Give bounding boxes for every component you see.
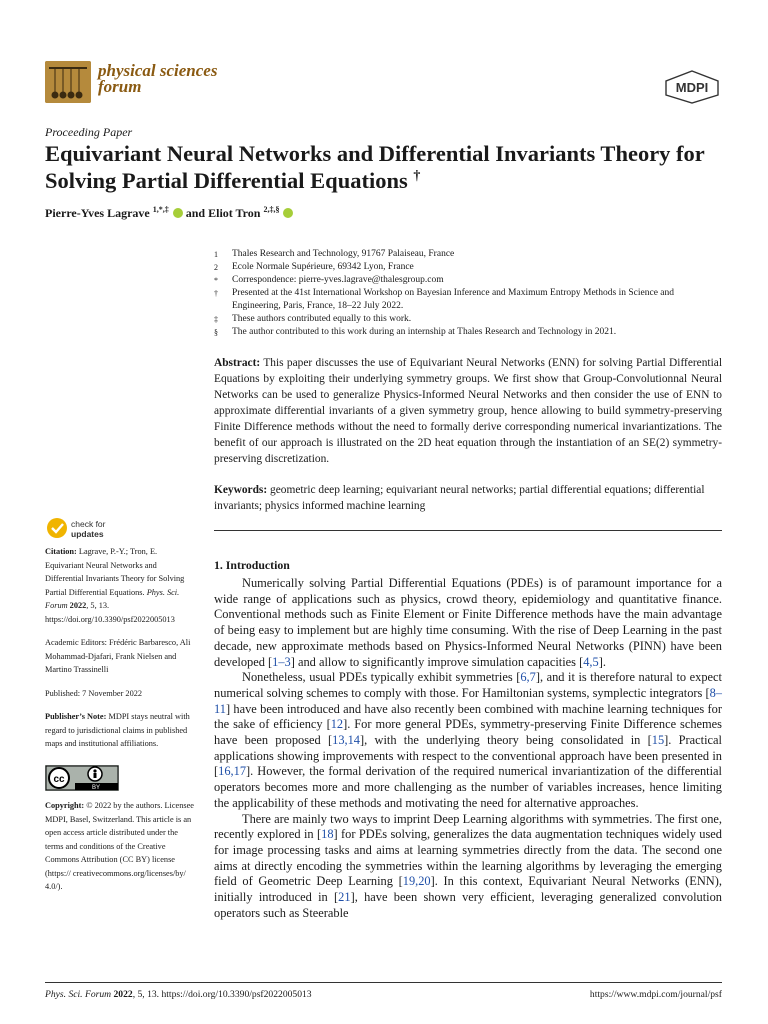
footer-url[interactable]: https://www.mdpi.com/journal/psf bbox=[589, 989, 722, 1000]
body-text-span: There are mainly two ways to imprint Deep Learning algorithms with symmetries. The first one, recently explored in [ bbox=[214, 811, 722, 842]
body-text-span: ]. However, the formal derivation of the required numerical invariantization of the differential operators becomes more and more challenging as the number of variables increases, hence limiting the applicability of these methods and motivating the need for alternative approaches. bbox=[214, 764, 722, 810]
body-paragraph bbox=[214, 670, 722, 811]
journal-name-line1: physical sciences bbox=[98, 61, 218, 80]
footer-divider bbox=[45, 982, 722, 983]
orcid-icon[interactable] bbox=[173, 208, 183, 218]
journal-logo bbox=[45, 61, 91, 103]
affiliation-row bbox=[214, 248, 724, 261]
publisher-note-label: Publisher’s Note: bbox=[45, 712, 107, 721]
citation-link[interactable]: 1–3 bbox=[272, 654, 291, 669]
author-list bbox=[45, 206, 293, 221]
publisher-note-text: MDPI stays neutral with regard to jurisdictional claims in published maps and institutional affiliations. bbox=[45, 712, 190, 748]
section-title: 1. Introduction bbox=[214, 558, 290, 572]
check-updates-line1: check for bbox=[71, 519, 106, 529]
affiliation-symbol: † bbox=[214, 289, 218, 298]
keywords-text: geometric deep learning; equivariant neural networks; partial differential equations; differential invariants; physics informed machine learning bbox=[214, 484, 705, 512]
citation-link[interactable]: 19,20 bbox=[402, 874, 431, 889]
divider bbox=[214, 530, 722, 531]
body-text-span: ]. In this context, Equivariant Neural Networks (ENN), initially introduced in [ bbox=[214, 874, 722, 905]
body-text-span: ], have been shown very efficient, leveraging generalized convolution operators such as Steerable bbox=[214, 890, 722, 920]
citation-link[interactable]: 16,17 bbox=[218, 764, 247, 779]
citation-label: Citation: bbox=[45, 547, 77, 556]
citation-rest[interactable]: , 5, 13. https://doi.org/10.3390/psf2022005013 bbox=[45, 601, 175, 624]
affiliation-text: Ecole Normale Supérieure, 69342 Lyon, France bbox=[232, 262, 414, 272]
title-footnote-mark: † bbox=[413, 168, 421, 184]
affiliation-row bbox=[214, 313, 724, 326]
body-text-span: ]. bbox=[598, 654, 606, 669]
citation-text: Lagrave, P.-Y.; Tron, E. Equivariant Neural Networks and Differential Invariants Theory for Solving Partial Differential Equations. bbox=[45, 547, 185, 597]
body-text-span: Nonetheless, usual PDEs typically exhibit symmetries [ bbox=[242, 670, 521, 685]
citation-link[interactable]: 12 bbox=[330, 717, 344, 732]
affiliation-row bbox=[214, 274, 724, 287]
affiliation-symbol: § bbox=[214, 328, 218, 337]
author-name[interactable]: Pierre-Yves Lagrave bbox=[45, 206, 150, 220]
body-text-span: ] for PDEs solving, generalizes the data augmentation techniques widely used for image processing tasks and aims at learning symmetries directly from the data. The second one aims at directly encoding the symmetries within the learning algorithms by leveraging the emerging field of Geometric Deep Learning [ bbox=[214, 827, 722, 889]
body-text-span: ], with the underlying theory being consolidated in [ bbox=[360, 733, 652, 748]
footer-citation bbox=[45, 989, 312, 1000]
citation-link[interactable]: 8–11 bbox=[214, 685, 722, 716]
sidebar bbox=[45, 545, 197, 904]
affiliation-text: The author contributed to this work during an internship at Thales Research and Technology in 2021. bbox=[232, 327, 617, 337]
affiliation-text: These authors contributed equally to this work. bbox=[232, 314, 412, 324]
journal-name bbox=[98, 63, 217, 95]
citation-year: 2022 bbox=[69, 601, 87, 610]
mdpi-logo-text: MDPI bbox=[675, 80, 709, 95]
affiliation-symbol: 2 bbox=[214, 263, 218, 272]
affiliation-text: Thales Research and Technology, 91767 Palaiseau, France bbox=[232, 249, 455, 259]
citation bbox=[45, 545, 197, 626]
affiliation-symbol: 1 bbox=[214, 250, 218, 259]
article-type: Proceeding Paper bbox=[45, 125, 133, 139]
journal-name-line2: forum bbox=[98, 77, 142, 96]
footer-year: 2022 bbox=[113, 989, 133, 1000]
affiliation-row bbox=[214, 326, 724, 339]
cc-by-license-badge[interactable] bbox=[45, 765, 119, 796]
affiliation-text: Presented at the 41st International Workshop on Bayesian Inference and Maximum Entropy Methods in Science and Engineering, Paris, France, 18–22 July 2022. bbox=[232, 288, 675, 311]
cc-badge-text: cc bbox=[53, 773, 65, 785]
body-paragraph bbox=[214, 576, 722, 670]
affiliation-row bbox=[214, 287, 724, 313]
affiliation-symbol: * bbox=[214, 276, 218, 285]
copyright-text: © 2022 by the authors. Licensee MDPI, Basel, Switzerland. This article is an open access article distributed under the terms and conditions of the Creative Commons Attribution (CC BY) license (https:// creativecommons.org/licenses/by/ 4.0/). bbox=[45, 801, 194, 891]
keywords bbox=[214, 482, 722, 514]
author-joiner: and bbox=[185, 206, 206, 220]
citation-link[interactable]: 21 bbox=[338, 890, 351, 905]
body-text bbox=[214, 576, 722, 921]
check-updates-line2: updates bbox=[71, 529, 104, 539]
copyright bbox=[45, 799, 197, 894]
citation-link[interactable]: 18 bbox=[321, 827, 334, 842]
footer-journal: Phys. Sci. Forum bbox=[45, 989, 112, 1000]
published-date: Published: 7 November 2022 bbox=[45, 688, 143, 698]
body-text-span: ]. For more general PDEs, symmetry-preserving Finite Difference schemes have been proposed [ bbox=[214, 717, 723, 748]
body-text-span: ]. Practical applications showing improvements with respect to the conventional approach have been presented in [ bbox=[214, 733, 722, 779]
body-paragraph bbox=[214, 812, 722, 922]
abstract-label: Abstract: bbox=[214, 357, 261, 369]
paper-title bbox=[45, 140, 725, 194]
body-text-span: ] and allow to significantly improve simulation capacities [ bbox=[290, 654, 584, 669]
affiliations bbox=[214, 248, 724, 339]
copyright-label: Copyright: bbox=[45, 801, 85, 810]
affiliation-symbol: ‡ bbox=[214, 315, 218, 324]
citation-link[interactable]: 15 bbox=[651, 733, 665, 748]
citation-link[interactable]: 6,7 bbox=[520, 670, 536, 685]
affiliation-row bbox=[214, 261, 724, 274]
author-sup: 1,*,‡ bbox=[152, 205, 169, 214]
cc-by-text: BY bbox=[91, 784, 101, 791]
affiliation-text[interactable]: Correspondence: pierre-yves.lagrave@thalesgroup.com bbox=[232, 275, 444, 285]
abstract-text: This paper discusses the use of Equivariant Neural Networks (ENN) for solving Partial Differential Equations by exploiting their underlying symmetry groups. We first show that Group-Convolutionnal Neural Networks can be used to generalize Physics-Informed Neural Networks and then consider the use of ENN to approximate differential invariants of a given symmetry group, hence allowing to build symmetry-preserving Finite Difference methods without the need to formally derive corresponding numerical invariantizations. The benefit of our approach is illustrated on the 2D heat equation through the instantiation of an SE(2) symmetry-preserving discretization. bbox=[214, 357, 722, 465]
orcid-icon[interactable] bbox=[283, 208, 293, 218]
keywords-label: Keywords: bbox=[214, 484, 268, 496]
academic-editors: Academic Editors: Frédéric Barbaresco, Ali Mohammad-Djafari, Frank Nielsen and Martino Trassinelli bbox=[45, 638, 191, 674]
author-sup: 2,‡,§ bbox=[263, 205, 280, 214]
body-text-span: ] have been introduced and have also recently been combined with machine learning techniques for the sake of efficiency [ bbox=[214, 701, 722, 732]
mdpi-logo bbox=[664, 70, 720, 104]
author-name[interactable]: Eliot Tron bbox=[208, 206, 261, 220]
citation-link[interactable]: 4,5 bbox=[583, 654, 599, 669]
paper-title-text: Equivariant Neural Networks and Differential Invariants Theory for Solving Partial Differential Equations bbox=[45, 141, 705, 193]
check-for-updates-badge[interactable] bbox=[45, 515, 135, 543]
citation-link[interactable]: 13,14 bbox=[332, 733, 361, 748]
abstract bbox=[214, 355, 722, 467]
citation-journal: Phys. Sci. Forum bbox=[45, 587, 180, 610]
footer-doi[interactable]: , 5, 13. https://doi.org/10.3390/psf2022005013 bbox=[132, 989, 312, 1000]
body-text-span: Numerically solving Partial Differential Equations (PDEs) is of paramount importance for a wide range of applications such as physics, crowd theory, epidemiology and quantitative finance. Conventional methods such as Finite Element or Finite Difference methods have the main advantage of being easy to implement but are highly time consuming. With the rise of Deep Learning in the past decade, new approximate methods based on Physics-Informed Neural Networks (PINN) have been developed [ bbox=[214, 576, 722, 669]
publisher-note bbox=[45, 710, 197, 751]
body-text-span: ], and it is therefore natural to expect numerical solving schemes to comply with those. For Hamiltonian systems, symplectic integrators [ bbox=[214, 670, 723, 700]
